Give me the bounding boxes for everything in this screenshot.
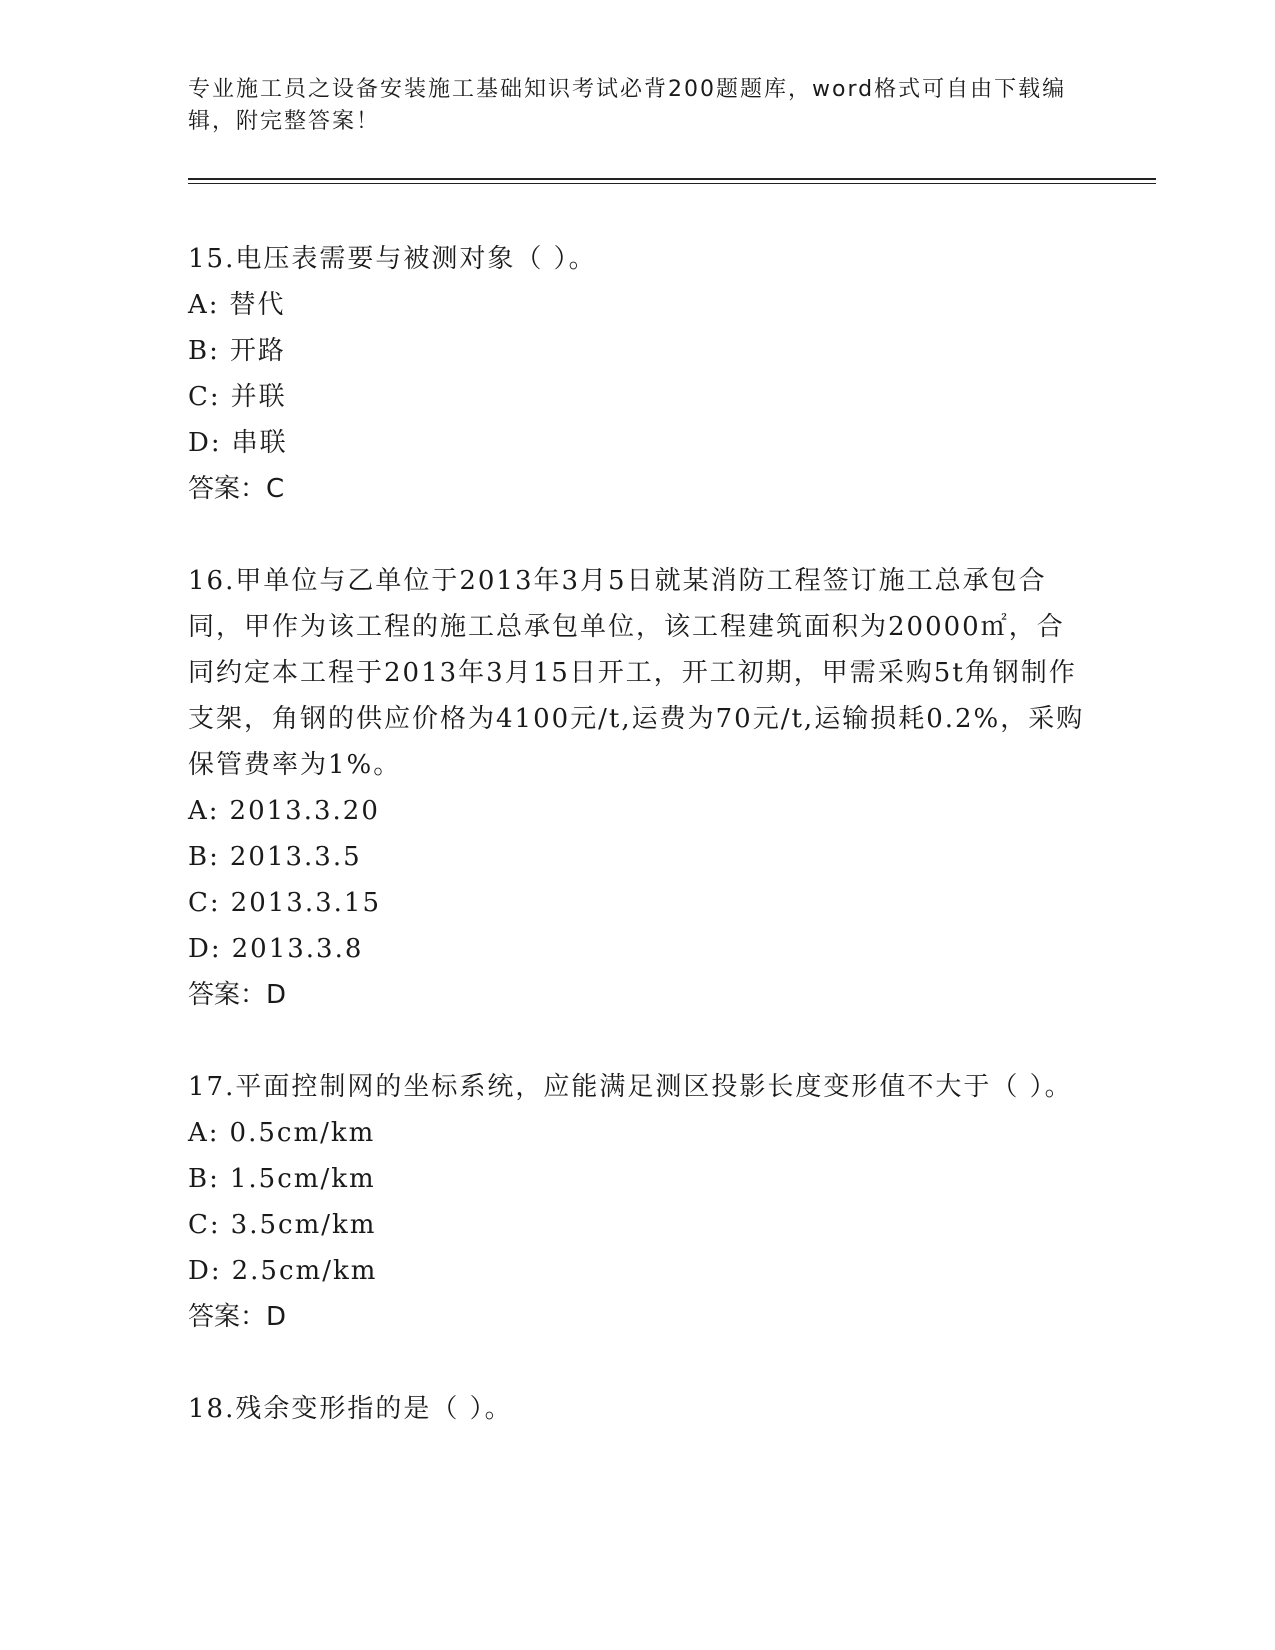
option-separator: : [209,1210,221,1240]
option-separator: : [210,934,222,964]
option-separator: : [209,842,220,872]
option-d [188,420,1088,466]
option-d [188,1248,1088,1294]
option-letter: B [188,336,210,366]
document-header [188,74,1088,138]
option-letter: C [188,888,210,918]
option-c [188,1202,1088,1248]
option-letter: C [188,382,210,412]
question-text: 16.甲单位与乙单位于2013年3月5日就某消防工程签订施工总承包合同，甲作为该工程的施工总承包单位，该工程建筑面积为20000㎡，合同约定本工程于2013年3月15日开工，开工初期，甲需采购5t角钢制作支架，角钢的供应价格为4100元/t,运费为70元/t,运输损耗0.2%，采购保管费率为1%。 [188,566,1085,780]
option-c [188,880,1088,926]
option-text: 并联 [230,382,287,412]
option-separator: : [208,796,220,826]
option-text: 开路 [229,336,286,366]
option-letter: D [188,934,211,964]
question-list [188,236,1088,1478]
question-15 [188,236,1088,512]
option-letter: B [188,1164,210,1194]
question-text: 17.平面控制网的坐标系统，应能满足测区投影长度变形值不大于（ ）。 [188,1072,1073,1102]
question-text: 15.电压表需要与被测对象（ ）。 [188,244,597,274]
option-b [188,834,1088,880]
answer-line: 答案：D [188,980,287,1010]
option-letter: A [188,1118,209,1148]
option-text: 替代 [229,290,286,320]
header-divider-thin [188,183,1156,184]
option-separator: : [210,428,222,458]
option-separator: : [209,336,220,366]
option-separator: : [209,1164,220,1194]
option-letter: B [188,842,210,872]
option-letter: A [188,796,209,826]
option-b [188,1156,1088,1202]
option-text: 2013.3.20 [229,796,380,826]
option-b [188,328,1088,374]
option-letter: C [188,1210,210,1240]
option-letter: D [188,428,211,458]
option-a [188,788,1088,834]
option-text: 3.5cm/km [230,1210,377,1240]
option-text: 2013.3.15 [230,888,381,918]
option-letter: A [188,290,209,320]
option-separator: : [210,1256,222,1286]
option-separator: : [208,1118,220,1148]
option-text: 串联 [231,428,288,458]
option-text: 2.5cm/km [231,1256,378,1286]
question-18 [188,1386,1088,1432]
header-divider-thick [188,178,1156,180]
answer-line: 答案：C [188,474,285,504]
option-separator: : [208,290,220,320]
option-separator: : [209,888,221,918]
answer-line: 答案：D [188,1302,287,1332]
option-a [188,282,1088,328]
question-text: 18.残余变形指的是（ ）。 [188,1394,513,1424]
question-16 [188,558,1088,1018]
option-a [188,1110,1088,1156]
question-17 [188,1064,1088,1340]
option-text: 0.5cm/km [229,1118,376,1148]
option-text: 2013.3.5 [229,842,362,872]
option-c [188,374,1088,420]
option-text: 2013.3.8 [231,934,364,964]
option-d [188,926,1088,972]
option-letter: D [188,1256,211,1286]
option-text: 1.5cm/km [229,1164,376,1194]
header-text: 专业施工员之设备安装施工基础知识考试必背200题题库，word格式可自由下载编辑，附完整答案！ [188,77,1067,134]
option-separator: : [209,382,221,412]
